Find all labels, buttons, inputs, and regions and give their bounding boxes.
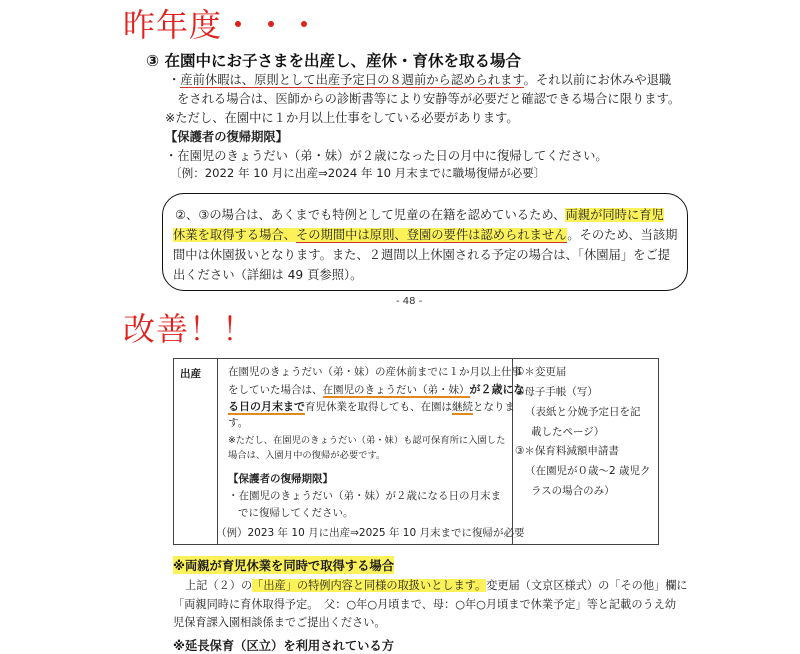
notice-line-4: 出ください（詳細は 49 頁参照）。 (173, 268, 363, 282)
section-title: ③ 在園中にお子さまを出産し、産休・育休を取る場合 (146, 52, 522, 70)
both-parents-line-3: 児保育課入園相談係までご提出ください。 (173, 616, 386, 629)
heading-last-year: 昨年度・・・ (123, 6, 322, 44)
return-deadline-header: 【保護者の復帰期限】 (165, 130, 288, 144)
table-return-line-2: でに復帰してください。 (238, 507, 354, 519)
table-example: （例）2023 年 10 月に出産⇒2025 年 10 月末までに復帰が必要 (216, 527, 525, 539)
doc-item-7: ラスの場合のみ） (531, 485, 615, 497)
notice-line-3: 間中は休園扱いとなります。また、２週間以上休園される予定の場合は、「休園届」をご提 (173, 248, 671, 262)
both-parents-line-1: 上記（２）の「出産」の特例内容と同様の取扱いとします。変更届（文京区様式）の「その他」欄に (185, 579, 688, 592)
table-row-2: をしていた場合は、在園児のきょうだい（弟・妹）が２歳にな (228, 383, 525, 396)
both-parents-title: ※両親が育児休業を同時で取得する場合 (173, 556, 394, 574)
doc-item-4: 載したページ） (531, 426, 605, 438)
extended-care-heading-cut: ※延長保育（区立）を利用されている方 (173, 639, 395, 653)
table-return-line-1: ・在園児のきょうだい（弟・妹）が２歳になる日の月末ま (228, 490, 501, 502)
table-row-1: 在園児のきょうだい（弟・妹）の産休前までに１か月以上仕事 (228, 366, 522, 378)
notice-line-1: ②、③の場合は、あくまでも特例として児童の在籍を認めているため、両親が同時に育児 (175, 208, 664, 222)
prenatal-leave-note: ※ただし、在園中に１か月以上仕事をしている必要があります。 (165, 111, 519, 125)
both-parents-line-2: 「両親同時に育休取得予定。 父：○年○月頃まで、母：○年○月頃まで休業予定」等と記載のうえ幼 (173, 598, 677, 611)
table-row-4: す。 (228, 417, 249, 429)
table-note-1: ※ただし、在園児のきょうだい（弟・妹）も認可保育所に入園した (228, 435, 506, 446)
return-deadline-line: ・在園児のきょうだい（弟・妹）が２歳になった日の月中に復帰してください。 (165, 149, 608, 163)
prenatal-leave-line-2: をされる場合は、医師からの診断書等により安静等が必要だと確認できる場合に限ります。 (177, 92, 681, 106)
page-number: - 48 - (396, 296, 423, 307)
table-category: 出産 (180, 368, 201, 380)
doc-item-3: （表紙と分娩予定日を記 (525, 406, 641, 418)
table-return-header: 【保護者の復帰期限】 (228, 473, 333, 485)
heading-improvement: 改善！！ (123, 310, 256, 348)
doc-item-5: ③＊保育料減額申請書 (515, 445, 619, 457)
doc-item-2: ②母子手帳（写） (515, 386, 598, 398)
table-row-3: る日の月末まで育児休業を取得しても、在園は継続となりま (228, 400, 515, 413)
notice-line-2: 休業を取得する場合、その期間中は原則、登園の要件は認められません。そのため、当該期 (173, 228, 678, 242)
doc-item-6: （在園児が０歳～2 歳児ク (525, 465, 651, 477)
doc-item-1: ①＊変更届 (515, 366, 567, 378)
prenatal-leave-line-1: ・産前休暇は、原則として出産予定日の８週前から認められます。それ以前にお休みや退職 (168, 73, 672, 87)
table-note-2: 場合は、入園月中の復帰が必要です。 (228, 450, 386, 461)
return-example: 〔例：2022 年 10 月に出産⇒2024 年 10 月末までに職場復帰が必要〕 (170, 166, 546, 180)
